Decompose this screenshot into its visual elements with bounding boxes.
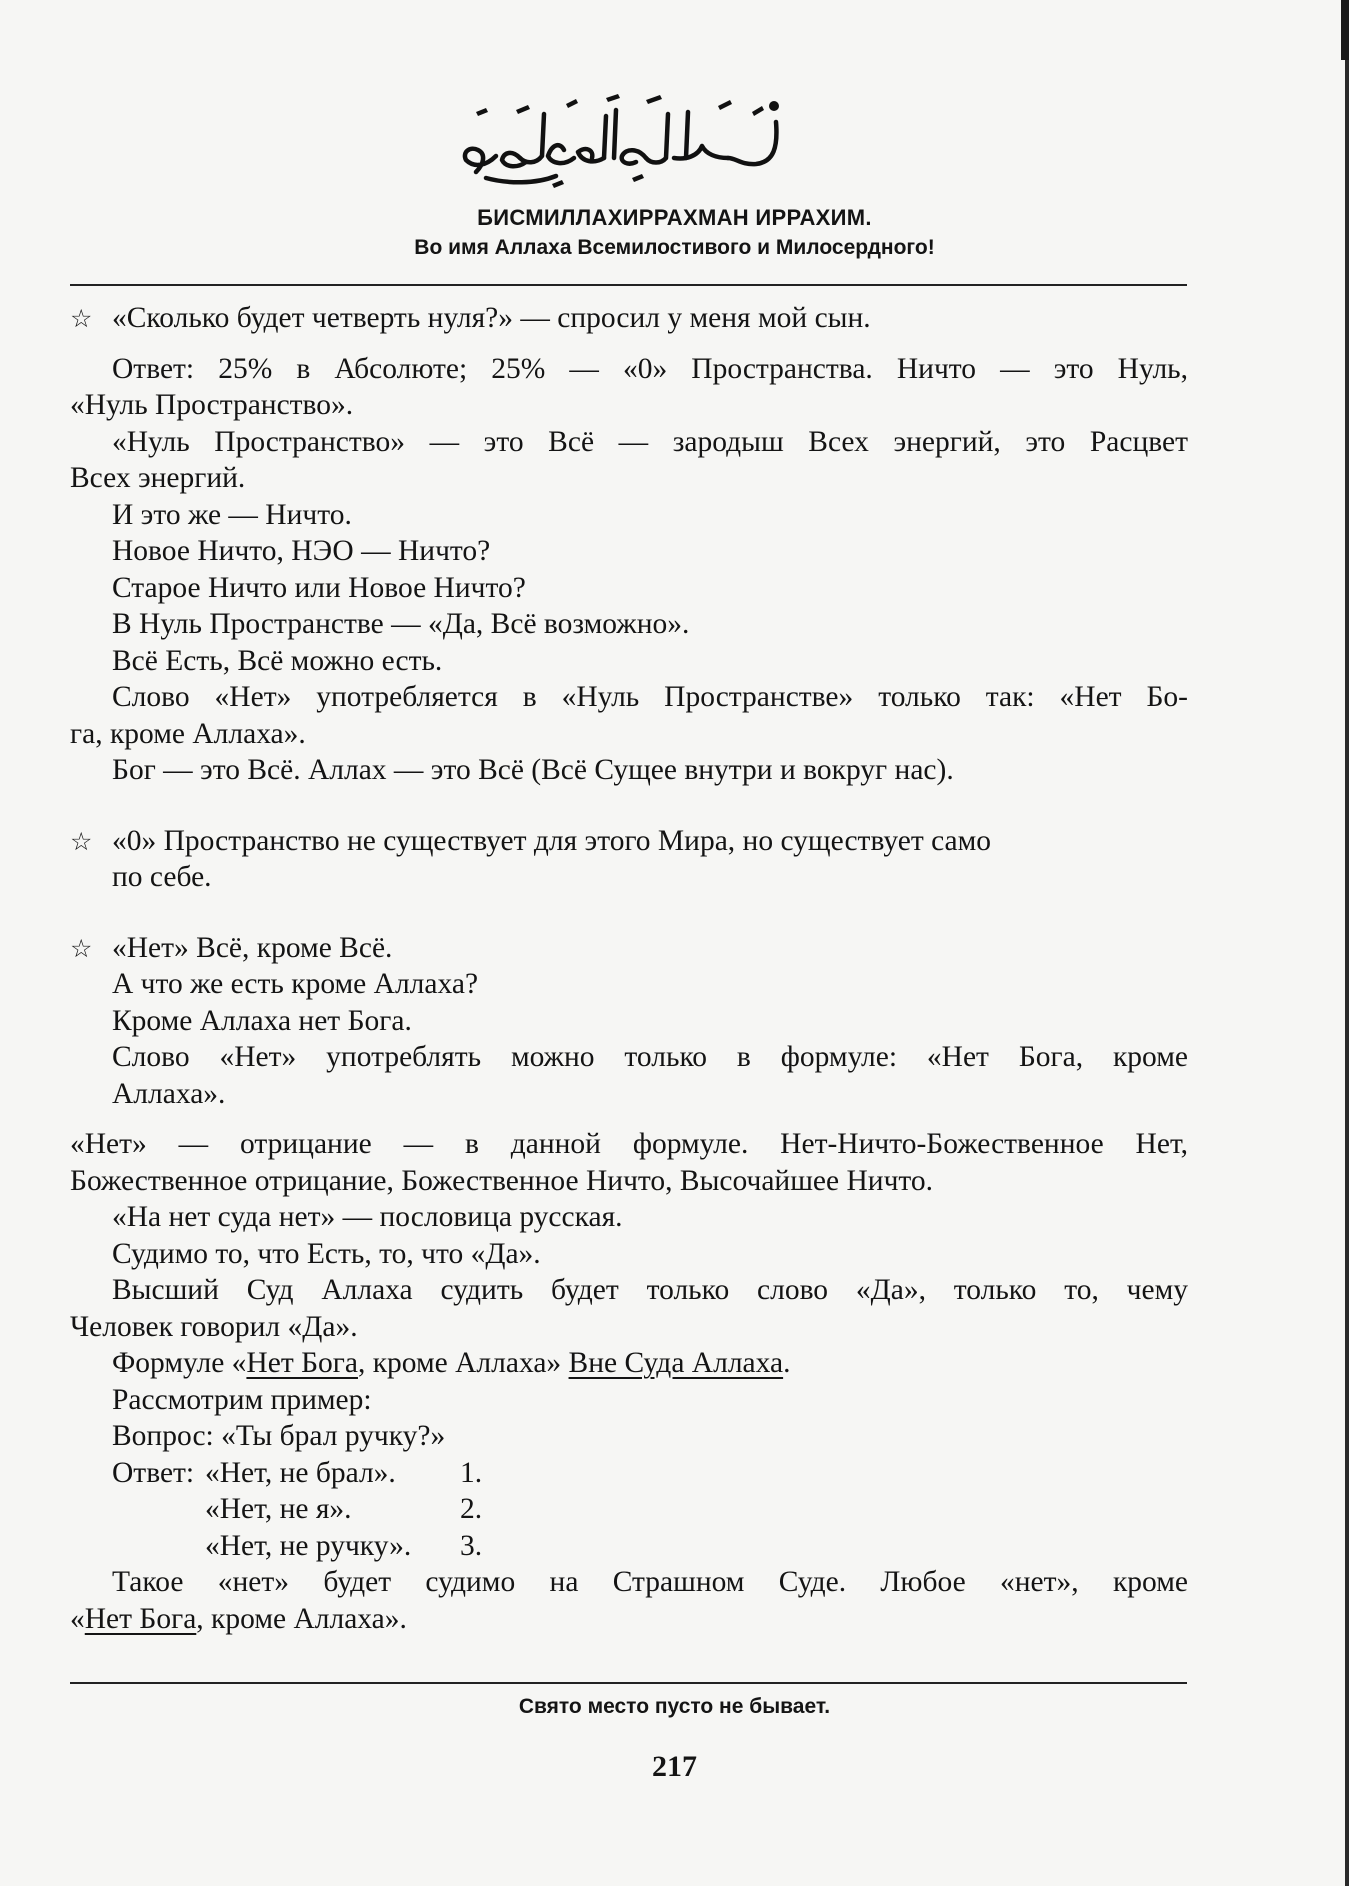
text-line: Такое «нет» будет судимо на Страшном Суде. Любое «нет», кроме: [112, 1566, 1188, 1598]
text-line: Бог — это Всё. Аллах — это Всё (Всё Сущее внутри и вокруг нас).: [112, 754, 954, 786]
star-icon: ☆: [70, 826, 93, 856]
text-line: Рассмотрим пример:: [112, 1383, 372, 1416]
text-line: «Нет Бога, кроме Аллаха».: [70, 1602, 407, 1635]
text-line: «Нуль Пространство».: [70, 389, 354, 421]
question-line: Вопрос: «Ты брал ручку?»: [112, 1420, 446, 1452]
text-line: Аллаха».: [112, 1077, 226, 1110]
text-line: Слово «Нет» употреблять можно только в формуле: «Нет Бога, кроме: [112, 1041, 1188, 1073]
basmala-calligraphy: [456, 92, 796, 192]
header-subtitle: Во имя Аллаха Всемилостивого и Милосердного!: [414, 236, 935, 259]
text-line: «Нет» — отрицание — в данной формуле. Нет-Ничто-Божественное Нет,: [70, 1128, 1188, 1160]
text-line: Слово «Нет» употребляется в «Нуль Пространстве» только так: «Нет Бо-: [112, 681, 1188, 713]
answer-line: «Нет, не я». 2.: [205, 1493, 483, 1525]
text-line: А что же есть кроме Аллаха?: [112, 968, 479, 1000]
formula-line: Формуле «Нет Бога, кроме Аллаха» Вне Суда Аллаха.: [112, 1347, 791, 1379]
text-line: Всех энергий.: [70, 462, 246, 494]
bottom-divider: [70, 1682, 1187, 1684]
text-line: Высший Суд Аллаха судить будет только слово «Да», только то, чему: [112, 1274, 1188, 1306]
star-icon: ☆: [70, 933, 93, 963]
underlined-phrase: Вне Суда Аллаха: [568, 1347, 784, 1379]
header-title: БИСМИЛЛАХИРРАХМАН ИРРАХИМ.: [477, 205, 872, 230]
text-line: В Нуль Пространстве — «Да, Всё возможно».: [112, 608, 690, 640]
text-line: ☆ «Сколько будет четверть нуля?» — спросил у меня мой сын.: [70, 300, 1188, 337]
text-line: Кроме Аллаха нет Бога.: [112, 1004, 412, 1037]
text-line: Ответ: 25% в Абсолюте; 25% — «0» Пространства. Ничто — это Нуль,: [112, 352, 1188, 385]
text-line: га, кроме Аллаха».: [70, 717, 306, 750]
page-edge-shadow: [1345, 0, 1349, 1886]
underlined-phrase: Нет Бога: [84, 1602, 197, 1635]
page-number: 217: [652, 1750, 697, 1783]
star-icon: ☆: [70, 304, 93, 333]
text-line: Божественное отрицание, Божественное Ничто, Высочайшее Ничто.: [70, 1164, 934, 1197]
page-corner-mark: [1341, 0, 1349, 60]
text-line: И это же — Ничто.: [112, 498, 352, 531]
text-line: Судимо то, что Есть, то, что «Да».: [112, 1237, 541, 1270]
footer-proverb: Свято место пусто не бывает.: [518, 1695, 831, 1718]
answer-line: «Нет, не ручку». 3.: [205, 1529, 483, 1562]
text-line: Человек говорил «Да».: [70, 1310, 358, 1343]
top-divider: [70, 284, 1187, 286]
text-line: «На нет суда нет» — пословица русская.: [112, 1201, 623, 1233]
text-line: по себе.: [112, 861, 212, 893]
underlined-phrase: Нет Бога: [246, 1347, 358, 1379]
text-line: ☆ «0» Пространство не существует для этого Мира, но существует само: [70, 823, 1188, 860]
text-line: Старое Ничто или Новое Ничто?: [112, 571, 526, 604]
main-text: [70, 300, 1188, 1637]
text-line: Новое Ничто, НЭО — Ничто?: [112, 535, 491, 567]
text-line: Всё Есть, Всё можно есть.: [112, 644, 443, 677]
answer-line: Ответ: «Нет, не брал». 1.: [112, 1456, 483, 1489]
text-line: «Нуль Пространство» — это Всё — зародыш Всех энергий, это Расцвет: [112, 425, 1188, 458]
text-line: ☆ «Нет» Всё, кроме Всё.: [70, 930, 1188, 967]
